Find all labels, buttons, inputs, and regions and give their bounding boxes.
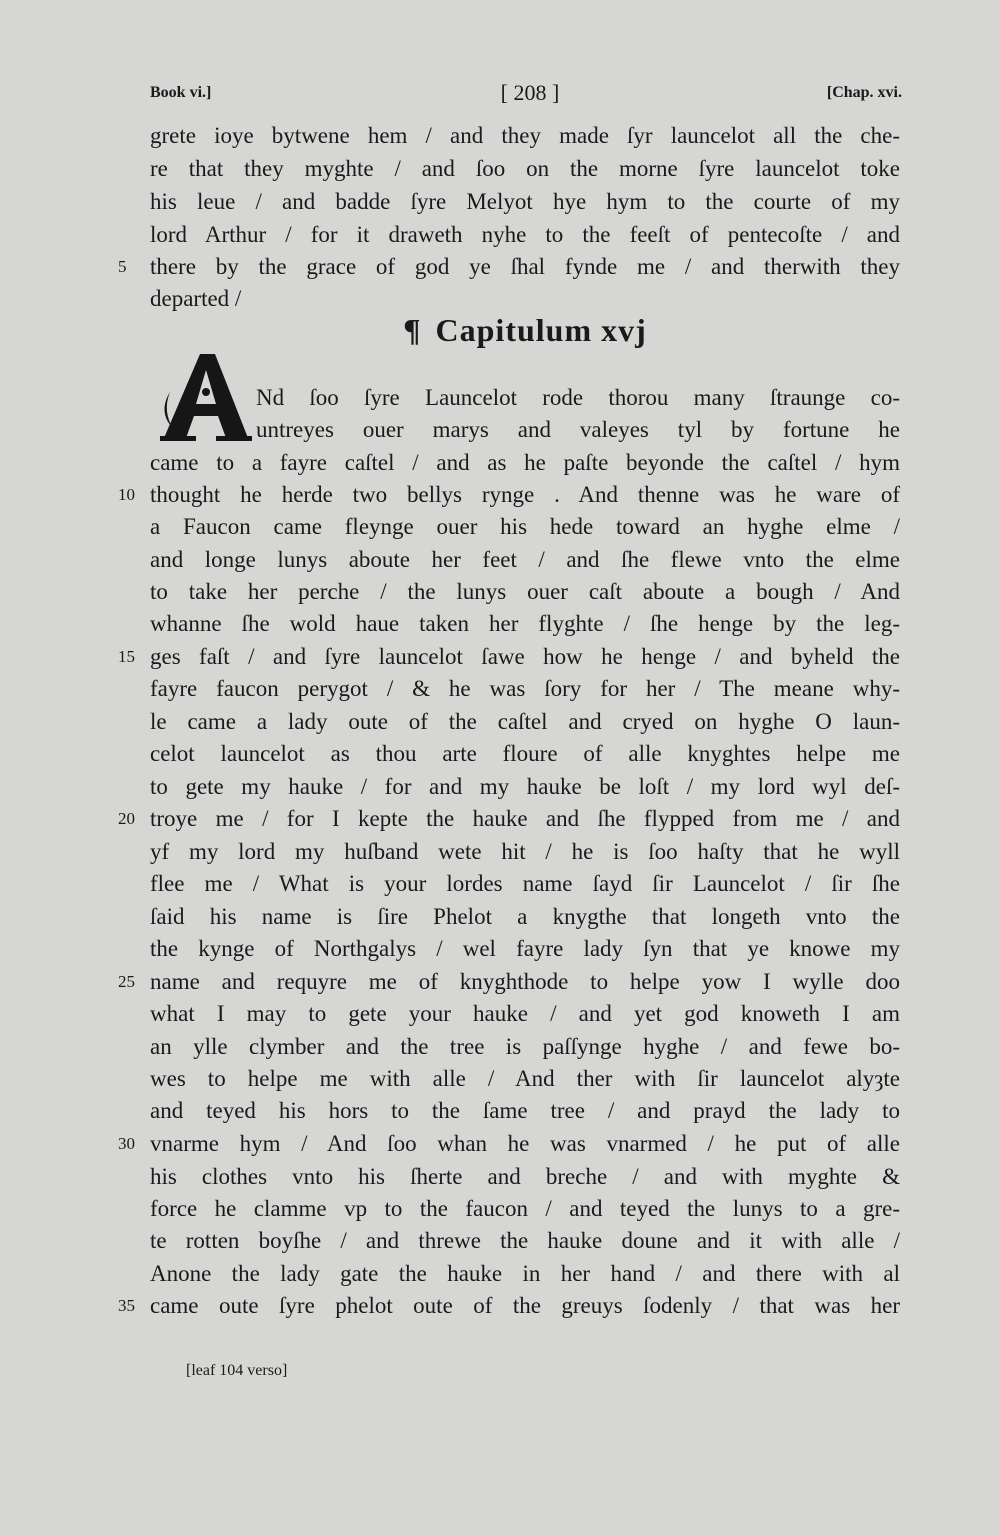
text-line: thought he herde two bellys rynge . And thenne was he ware of: [150, 482, 900, 507]
text-line: his clothes vnto his ſherte and breche / and with myghte &: [150, 1164, 900, 1189]
running-head: [150, 80, 902, 108]
text-line: re that they myghte / and ſoo on the morne ſyre launcelot toke: [150, 156, 900, 181]
text-line: untreyes ouer marys and valeyes tyl by fortune he: [256, 417, 900, 442]
text-line: Anone the lady gate the hauke in her hand / and there with al: [150, 1261, 900, 1286]
line-number: 5: [118, 257, 127, 276]
text-line: came oute ſyre phelot oute of the greuys ſodenly / that was her: [150, 1293, 900, 1318]
line-number: 35: [118, 1296, 135, 1315]
decorated-initial: [160, 352, 252, 442]
text-line: le came a lady oute of the caſtel and cryed on hyghe O laun-: [150, 709, 900, 734]
text-line: an ylle clymber and the tree is paſſynge hyghe / and fewe bo-: [150, 1034, 900, 1059]
text-line: and longe lunys aboute her feet / and ſhe flewe vnto the elme: [150, 547, 900, 572]
text-line: came to a fayre caſtel / and as he paſte beyonde the caſtel / hym: [150, 450, 900, 475]
text-line: vnarme hym / And ſoo whan he was vnarmed / he put of alle: [150, 1131, 900, 1156]
pilcrow-icon: ¶: [403, 312, 422, 348]
folio-note: [leaf 104 verso]: [186, 1362, 288, 1379]
text-line: there by the grace of god ye ſhal fynde me / and therwith they: [150, 254, 900, 279]
text-line: te rotten boyſhe / and threwe the hauke doune and it with alle /: [150, 1228, 900, 1253]
text-line: to gete my hauke / for and my hauke be loſt / my lord wyl deſ-: [150, 774, 900, 799]
text-line: a Faucon came fleynge ouer his hede toward an hyghe elme /: [150, 514, 900, 539]
line-number: 30: [118, 1134, 135, 1153]
text-line: wes to helpe me with alle / And ther with ſir launcelot alyȝte: [150, 1066, 900, 1091]
text-line: fayre faucon perygot / & he was ſory for her / The meane why-: [150, 676, 900, 701]
text-line: and teyed his hors to the ſame tree / and prayd the lady to: [150, 1098, 900, 1123]
text-line: flee me / What is your lordes name ſayd ſir Launcelot / ſir ſhe: [150, 871, 900, 896]
text-line: ſaid his name is ſire Phelot a knygthe that longeth vnto the: [150, 904, 900, 929]
text-line: ges faſt / and ſyre launcelot ſawe how he henge / and byheld the: [150, 644, 900, 669]
book-label: Book vi.]: [150, 84, 212, 101]
text-line: whanne ſhe wold haue taken her flyghte / ſhe henge by the leg-: [150, 611, 900, 636]
text-line: to take her perche / the lunys ouer caſt aboute a bough / And: [150, 579, 900, 604]
text-line: lord Arthur / for it draweth nyhe to the feeſt of pentecoſte / and: [150, 222, 900, 247]
initial-a-icon: [160, 352, 252, 442]
text-line: departed /: [150, 286, 242, 311]
text-line: grete ioye bytwene hem / and they made ſyr launcelot all the che-: [150, 123, 900, 148]
text-line: his leue / and badde ſyre Melyot hye hym to the courte of my: [150, 189, 900, 214]
text-line: Nd ſoo ſyre Launcelot rode thorou many ſtraunge co-: [256, 385, 900, 410]
chapter-heading: [150, 312, 900, 352]
line-number: 25: [118, 972, 135, 991]
text-line: force he clamme vp to the faucon / and teyed the lunys to a gre-: [150, 1196, 900, 1221]
line-number: 10: [118, 485, 135, 504]
text-line: yf my lord my huſband wete hit / he is ſoo haſty that he wyll: [150, 839, 900, 864]
page-number: [ 208 ]: [500, 80, 560, 105]
text-line: troye me / for I kepte the hauke and ſhe flypped from me / and: [150, 806, 900, 831]
line-number: 15: [118, 647, 135, 666]
text-line: the kynge of Northgalys / wel fayre lady ſyn that ye knowe my: [150, 936, 900, 961]
line-number: 20: [118, 809, 135, 828]
text-line: what I may to gete your hauke / and yet god knoweth I am: [150, 1001, 900, 1026]
chapter-label: [Chap. xvi.: [826, 84, 902, 101]
chapter-title: Capitulum xvj: [435, 312, 647, 348]
text-line: name and requyre me of knyghthode to helpe yow I wylle doo: [150, 969, 900, 994]
text-line: celot launcelot as thou arte floure of alle knyghtes helpe me: [150, 741, 900, 766]
